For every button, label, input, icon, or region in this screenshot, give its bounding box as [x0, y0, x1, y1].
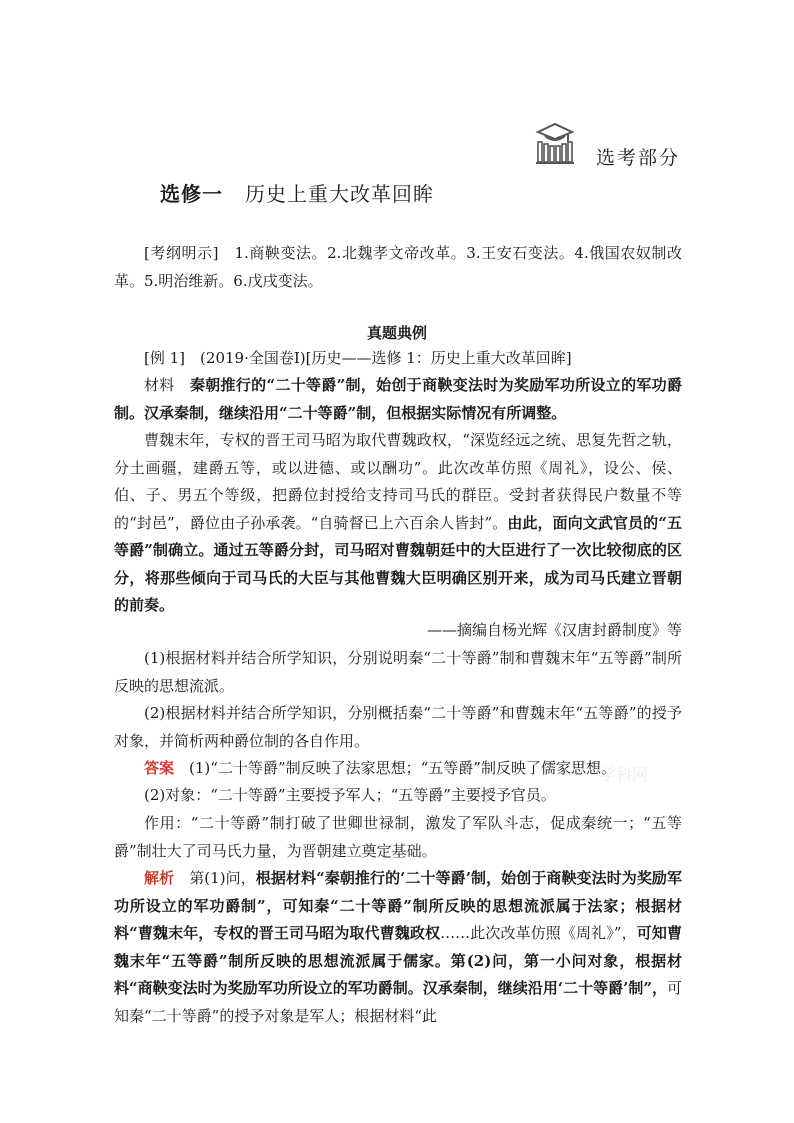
example-source: (2019·全国卷Ⅰ)[历史——选修 1：历史上重大改革回眸]: [200, 349, 572, 367]
question-2: (2)根据材料并结合所学知识，分别概括秦“二十等爵”和曹魏末年“五等爵”的授予对象，并简析两种爵位制的各自作用。: [114, 704, 682, 750]
analysis-label: 解析: [144, 869, 175, 887]
answer-line-3: 作用：“二十等爵”制打破了世卿世禄制，激发了军队斗志，促成秦统一；“五等爵”制壮大了司马氏力量，为晋朝建立奠定基础。: [114, 814, 682, 860]
material-paragraph-2: [114, 427, 682, 620]
analysis-s4: 可知曹魏末年“五等爵”制所反映的思想流派属于儒家。第(2)问，第一小问对象，根据材料“商鞅变法时为奖励军功所设立的军功爵制。汉承秦制，继续沿用‘二十等爵’制”，: [114, 924, 682, 997]
books-scholar-icon: [532, 120, 578, 166]
section-title: 真题典例: [366, 324, 427, 342]
answer-label: 答案: [144, 759, 175, 777]
analysis-s3: ……此次改革仿照《周礼》”，: [440, 924, 637, 942]
answer-line-2: (2)对象：“二十等爵”主要授予军人；“五等爵”主要授予官员。: [144, 786, 556, 804]
answer-text-1: (1)“二十等爵”制反映了法家思想；“五等爵”制反映了儒家思想。: [189, 759, 616, 777]
section-heading: 选考部分: [596, 147, 681, 169]
outline-text: 1.商鞅变法。2.北魏孝文帝改革。3.王安石变法。4.俄国农奴制改革。5.明治维新。6.戊戌变法。: [114, 244, 682, 290]
analysis-s2: 根据材料“秦朝推行的‘二十等爵’制，始创于商鞅变法时为奖励军功所设立的军功爵制”，可知秦“二十等爵”制所反映的思想流派属于法家；根据材料“曹魏末年，专权的晋王司马昭为取代曹魏政权: [114, 869, 682, 942]
material-paragraph-1: [114, 372, 682, 427]
answer-line-1: [114, 755, 682, 783]
material-label: 材料: [144, 376, 175, 394]
material-source: ——摘编自杨光辉《汉唐封爵制度》等: [426, 621, 682, 639]
watermark: 学科网: [600, 765, 649, 784]
outline-label: [考纲明示]: [144, 244, 219, 262]
unit-label: 选修一: [160, 182, 223, 206]
material-p1: 秦朝推行的“二十等爵”制，始创于商鞅变法时为奖励军功所设立的军功爵制。汉承秦制，继续沿用“二十等爵”制，但根据实际情况有所调整。: [114, 376, 682, 422]
unit-title: [160, 178, 434, 207]
outline-paragraph: [114, 240, 682, 295]
unit-name: 历史上重大改革回眸: [245, 182, 434, 206]
question-1: (1)根据材料并结合所学知识，分别说明秦“二十等爵”制和曹魏末年“五等爵”制所反映的思想流派。: [114, 649, 682, 695]
example-header: [114, 345, 682, 373]
analysis-s1: 第(1)问，: [189, 869, 256, 887]
analysis-paragraph: [114, 865, 682, 1030]
example-label: [例 1]: [144, 349, 186, 367]
material-p2-a: 曹魏末年，专权的晋王司马昭为取代曹魏政权，“深览经远之统、思复先哲之轨，分土画疆，建爵五等，或以进德、或以酬功”。此次改革仿照《周礼》，设公、侯、伯、子、男五个等级，把爵位封授给支持司马氏的群臣。受封者获得民户数量不等的“封邑”，爵位由子孙承袭。“自骑督已上六百余人皆封”。: [114, 431, 682, 532]
analysis-s5: 可知秦“二十等爵”的授予对象是军人；根据材料“此: [114, 979, 682, 1025]
material-p2-bold: 由此，面向文武官员的“五等爵”制确立。通过五等爵分封，司马昭对曹魏朝廷中的大臣进行了一次比较彻底的区分，将那些倾向于司马氏的大臣与其他曹魏大臣明确区别开来，成为司马氏建立晋朝的前奏。: [114, 513, 682, 614]
